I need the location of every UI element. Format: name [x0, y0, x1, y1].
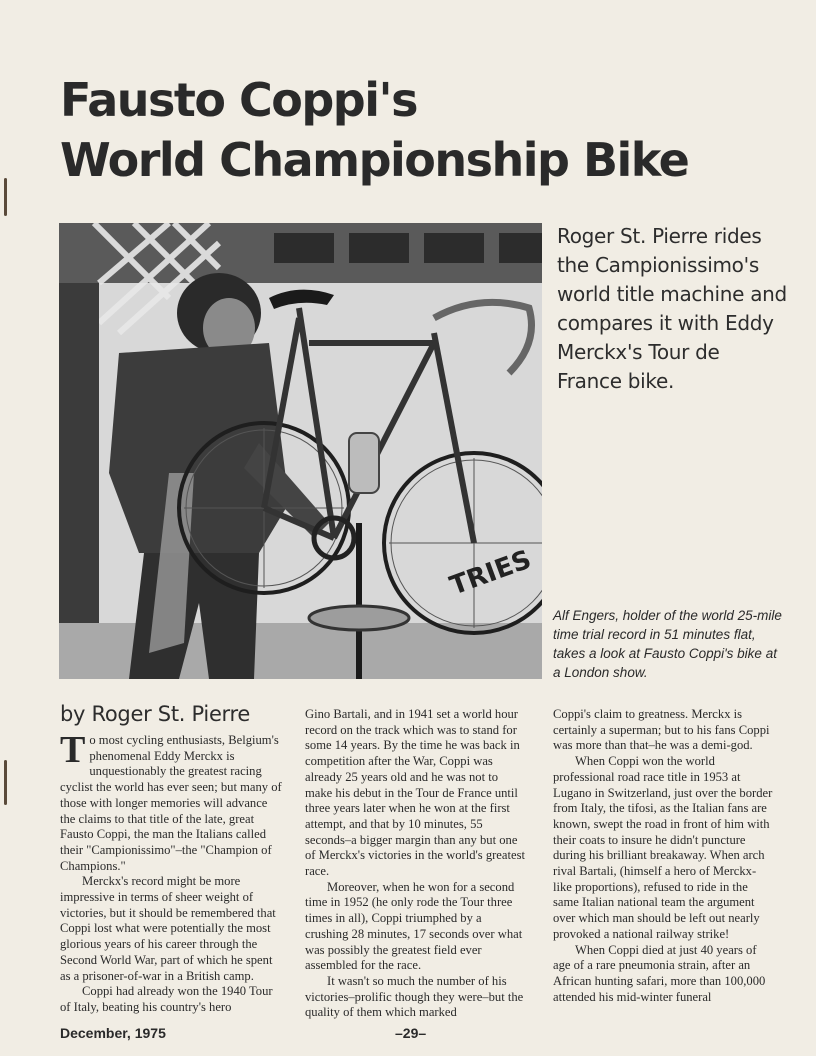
- paragraph: When Coppi died at just 40 years of age of a rare pneumonia strain, after an African hunting safari, more than 100,000 attended his mid-winter funeral: [553, 942, 766, 1004]
- paragraph-text: o most cycling enthusiasts, Belgium's phenomenal Eddy Merckx is unquestionably the greatest racing cyclist the world has ever seen; but many of those with longer memories will advance the claims to that title of the late, great Fausto Coppi, the man the Italians called their "Campionissimo"–the "Champion of Champions.": [60, 733, 282, 873]
- paragraph: [60, 729, 282, 874]
- photo-signage-text: TRIES: [446, 544, 536, 602]
- body-column-3: [553, 707, 775, 1005]
- binding-staple-mark: [4, 760, 7, 805]
- footer-issue-date: December, 1975: [60, 1025, 166, 1041]
- paragraph: Merckx's record might be more impressive in terms of sheer weight of victories, but it should be remembered that Coppi lost what were potentially the most glorious years of his career through the Second World War, part of which he spent as a prisoner-of-war in a British camp.: [60, 874, 276, 983]
- drop-cap: T: [60, 729, 86, 771]
- paragraph: Gino Bartali, and in 1941 set a world hour record on the track which was to stand for some 14 years. By the time he was back in competition after the War, Coppi was already 25 years old and he was not to make his debut in the Tour de France until three years later when he won at the first attempt, and that by 10 minutes, 55 seconds–a bigger margin than any but one of Merckx's victories in the world's greatest race.: [305, 707, 525, 879]
- footer-page-number: –29–: [395, 1025, 427, 1041]
- body-column-1: [60, 729, 282, 1016]
- article-deck: Roger St. Pierre rides the Campionissimo's world title machine and compares it with Eddy Merckx's Tour de France bike.: [557, 224, 787, 393]
- paragraph: Moreover, when he won for a second time in 1952 (he only rode the Tour three times in all), Coppi triumphed by a crushing 28 minutes, 17 seconds over what was possibly the greatest field ever assembled for the race.: [305, 879, 523, 973]
- bicycle-photo-illustration: [59, 223, 542, 679]
- paragraph: When Coppi won the world professional road race title in 1953 at Lugano in Switzerland, just over the border from Italy, the tifosi, as the Italian fans are known, swept the road in front of him with their coats to insure he didn't puncture during his brilliant breakaway. When arch rival Bartali, (himself a hero of Merckx-like proportions), refused to ride in the same Italian national team the argument over which man should be left out nearly provoked a national railway strike!: [553, 754, 773, 941]
- paragraph: Coppi's claim to greatness. Merckx is certainly a superman; but to his fans Coppi was more than that–he was a demi-god.: [553, 707, 770, 753]
- article-title: [60, 70, 780, 190]
- byline: by Roger St. Pierre: [60, 702, 251, 726]
- article-photo: [59, 223, 542, 679]
- title-line-1: Fausto Coppi's: [60, 73, 417, 127]
- binding-staple-mark: [4, 178, 7, 216]
- body-column-2: [305, 707, 527, 1021]
- photo-caption: Alf Engers, holder of the world 25-mile time trial record in 51 minutes flat, takes a look at Fausto Coppi's bike at a London show.: [553, 608, 782, 680]
- title-line-2: World Championship Bike: [60, 133, 689, 187]
- paragraph: Coppi had already won the 1940 Tour of Italy, beating his country's hero: [60, 984, 273, 1014]
- paragraph: It wasn't so much the number of his victories–prolific though they were–but the quality of them which marked: [305, 973, 524, 1020]
